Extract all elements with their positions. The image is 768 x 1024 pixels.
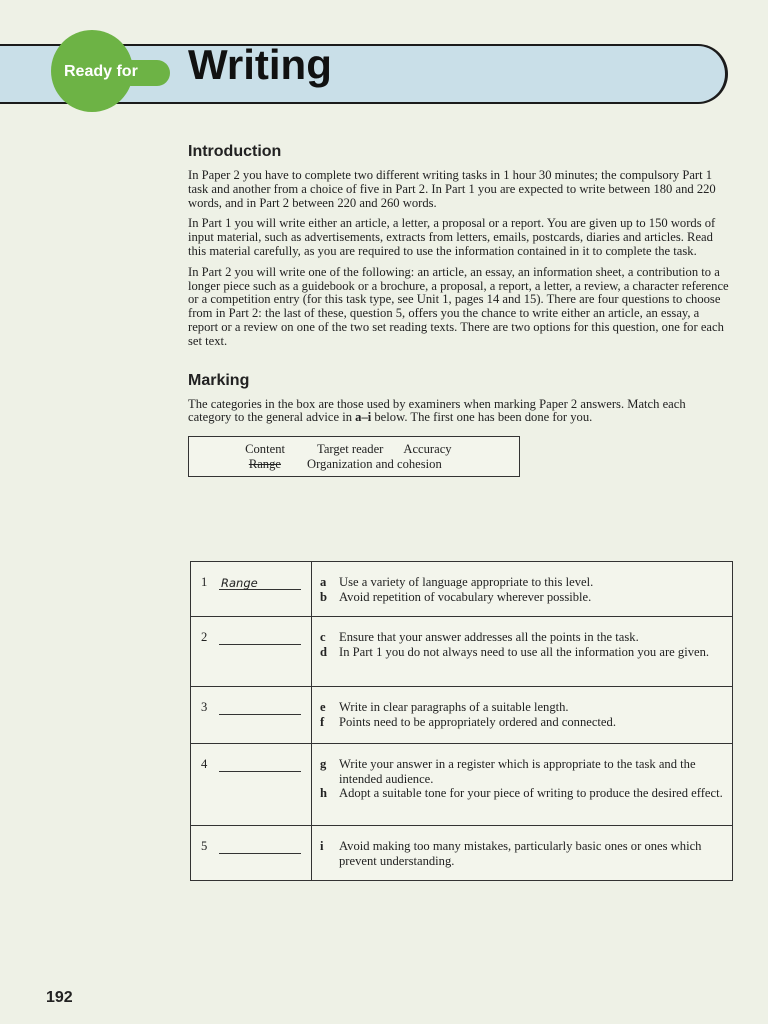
row-number: 3: [201, 700, 208, 714]
category-target-reader: Target reader: [317, 442, 384, 457]
row-number: 4: [201, 757, 208, 771]
category-range-crossed: Range: [248, 457, 281, 472]
marking-paragraph: The categories in the box are those used by examiners when marking Paper 2 answers. Match each category to the general advice in a–i below. The first one has been done for you.: [188, 396, 686, 425]
row-number: 1: [201, 575, 208, 589]
advice-cell: [312, 744, 733, 826]
advice-letter: d: [320, 644, 328, 659]
advice-cell: [312, 562, 733, 617]
answer-blank[interactable]: [219, 759, 301, 772]
table-row: [191, 687, 733, 744]
advice-text: Avoid making too many mistakes, particularly basic ones or ones which prevent understanding.: [339, 839, 702, 868]
answer-cell: [191, 687, 312, 744]
marking-heading: Marking: [188, 371, 250, 389]
table-row: [191, 744, 733, 826]
advice-text: In Part 1 you do not always need to use all the information you are given.: [339, 644, 710, 659]
range-letters: a–i: [355, 410, 372, 425]
advice-item: [320, 590, 724, 605]
advice-cell: [312, 617, 733, 687]
advice-item: [320, 839, 724, 868]
table-row: [191, 826, 733, 881]
page-title: Writing: [188, 41, 332, 88]
advice-text: Adopt a suitable tone for your piece of writing to produce the desired effect.: [339, 786, 723, 800]
answer-cell: [191, 617, 312, 687]
advice-letter: g: [320, 757, 327, 771]
advice-text: Points need to be appropriately ordered and connected.: [339, 714, 616, 729]
answer-cell: [191, 562, 312, 617]
advice-text: Write your answer in a register which is appropriate to the task and the intended audience.: [339, 757, 696, 786]
advice-text: Use a variety of language appropriate to this level.: [339, 575, 594, 589]
advice-letter: c: [320, 630, 326, 644]
intro-paragraph-2: In Part 1 you will write either an article, a letter, a proposal or a report. You are given up to 150 words of input material, such as advertisements, extracts from letters, emails, postcards, diaries and articles. Read this material carefully, as you are required to use the information contained in it to complete the task.: [188, 216, 716, 258]
advice-letter: b: [320, 589, 328, 604]
advice-letter: h: [320, 786, 328, 800]
ready-for-label: Ready for: [64, 63, 138, 80]
answer-blank[interactable]: [219, 632, 301, 645]
main-content: [188, 143, 730, 477]
answer-cell: [191, 744, 312, 826]
advice-letter: i: [320, 839, 324, 853]
category-organization: Organization and cohesion: [307, 457, 442, 472]
row-number: 2: [201, 630, 208, 644]
table-row: [191, 562, 733, 617]
advice-item: [320, 757, 724, 786]
advice-cell: [312, 687, 733, 744]
matching-table: [190, 561, 733, 881]
category-box: [188, 436, 520, 477]
advice-cell: [312, 826, 733, 881]
answer-blank[interactable]: [219, 702, 301, 715]
advice-item: [320, 575, 724, 590]
introduction-heading: Introduction: [188, 143, 282, 160]
advice-text: Avoid repetition of vocabulary wherever possible.: [339, 589, 592, 604]
advice-letter: f: [320, 714, 325, 729]
answer-blank[interactable]: [219, 841, 301, 854]
category-accuracy: Accuracy: [403, 442, 452, 457]
category-content: Content: [245, 442, 285, 457]
advice-text: Write in clear paragraphs of a suitable length.: [339, 700, 569, 714]
row-number: 5: [201, 839, 208, 853]
page-number: 192: [46, 989, 73, 1006]
advice-letter: a: [320, 575, 327, 589]
answer-cell: [191, 826, 312, 881]
advice-item: [320, 645, 724, 660]
intro-paragraph-3: In Part 2 you will write one of the following: an article, an essay, an information sheet, a contribution to a longer piece such as a guidebook or a brochure, a proposal, a report, a letter, a review, a character reference or a competition entry (for this task type, see Unit 1, pages 14 and 15). There are four questions to choose from in Part 2: the last of these, question 5, offers you the chance to write either an article, an essay, a report or a review on one of the two set reading texts. There are two options for this question, one for each set text.: [188, 264, 729, 348]
advice-item: [320, 786, 724, 801]
intro-paragraph-1: In Paper 2 you have to complete two different writing tasks in 1 hour 30 minutes; the compulsory Part 1 task and another from a choice of five in Part 2. In Part 1 you are expected to write between 180 and 220 words, and in Part 2 between 220 and 260 words.: [188, 168, 716, 210]
advice-text: Ensure that your answer addresses all the points in the task.: [339, 630, 639, 644]
table-row: [191, 617, 733, 687]
advice-item: [320, 700, 724, 715]
advice-item: [320, 715, 724, 730]
advice-item: [320, 630, 724, 645]
answer-blank[interactable]: Range: [219, 577, 301, 590]
advice-letter: e: [320, 700, 326, 714]
marking-section: [188, 372, 730, 478]
